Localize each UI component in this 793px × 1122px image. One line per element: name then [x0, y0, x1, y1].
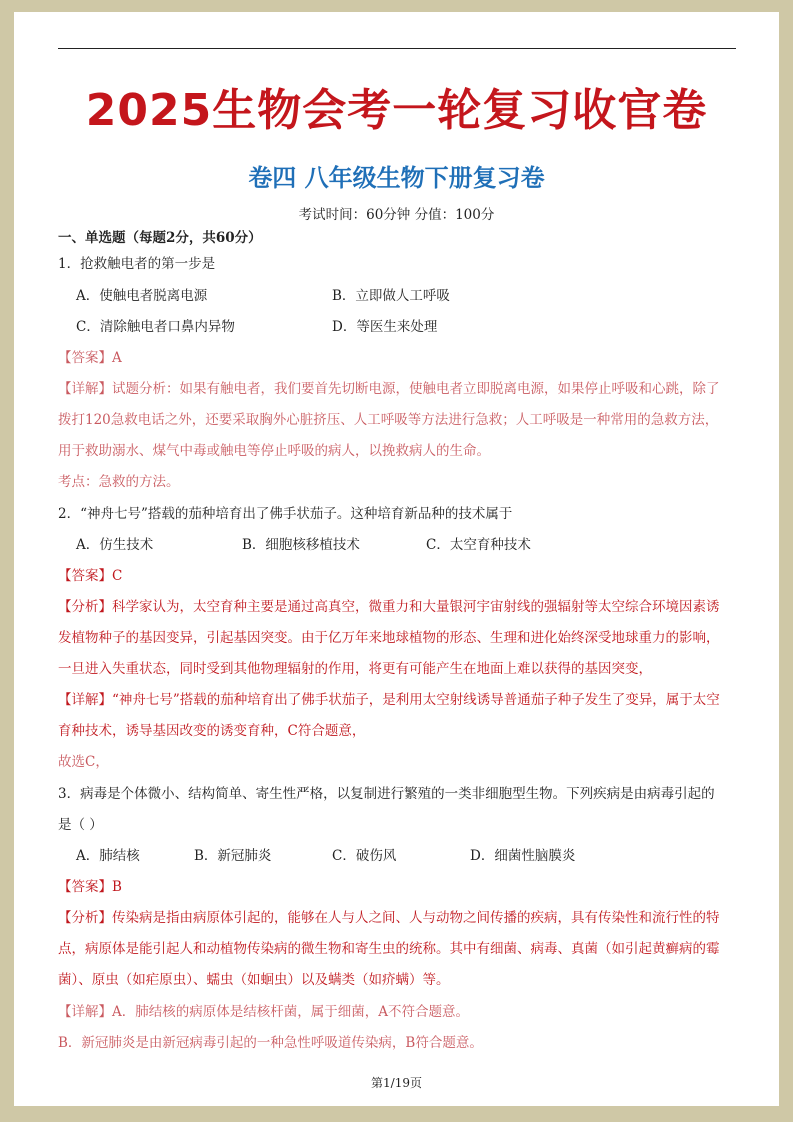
sub-title: 卷四 八年级生物下册复习卷 [248, 164, 545, 192]
q3-answer: 【答案】B [58, 879, 122, 895]
exam-info: 考试时间：60分钟 分值：100分 [298, 207, 495, 223]
q1-stem: 1．抢救触电者的第一步是 [58, 256, 216, 272]
q3-option-a: A．肺结核 [76, 848, 140, 864]
q2-option-a: A．仿生技术 [76, 537, 154, 553]
q2-detail-line: 【详解】“神舟七号”搭载的茄种培育出了佛手状茄子，是利用太空射线诱导普通茄子种子发生了变异，属于太空 [58, 692, 720, 708]
q2-option-b: B．细胞核移植技术 [242, 537, 360, 553]
q3-stem-line: 3．病毒是个体微小、结构简单、寄生性严格，以复制进行繁殖的一类非细胞型生物。下列疾病是由病毒引起的 [58, 786, 715, 802]
q3-option-c: C．破伤风 [332, 848, 397, 864]
q3-stem-line: 是（ ） [58, 817, 103, 833]
q1-option-c: C．清除触电者口鼻内异物 [76, 319, 235, 335]
q1-detail-line: 【详解】试题分析：如果有触电者，我们要首先切断电源，使触电者立即脱离电源，如果停止呼吸和心跳，除了 [58, 381, 720, 397]
q2-analysis-line: 【分析】科学家认为，太空育种主要是通过高真空，微重力和大量银河宇宙射线的强辐射等太空综合环境因素诱 [58, 599, 720, 615]
q1-option-d: D．等医生来处理 [332, 319, 438, 335]
q2-analysis-line: 一旦进入失重状态，同时受到其他物理辐射的作用，将更有可能产生在地面上难以获得的基因突变， [58, 661, 652, 677]
q3-option-b: B．新冠肺炎 [194, 848, 272, 864]
q3-analysis-line: 点，病原体是能引起人和动植物传染病的微生物和寄生虫的统称。其中有细菌、病毒、真菌（如引起黄癣病的霉 [58, 941, 720, 957]
q2-analysis-line: 发植物种子的基因变异，引起基因突变。由于亿万年来地球植物的形态、生理和进化始终深受地球重力的影响， [58, 630, 720, 646]
document-page [14, 12, 779, 1106]
q3-analysis-line: 【分析】传染病是指由病原体引起的，能够在人与人之间、人与动物之间传播的疾病，具有传染性和流行性的特 [58, 910, 720, 926]
q1-detail-line: 用于救助溺水、煤气中毒或触电等停止呼吸的病人，以挽救病人的生命。 [58, 443, 490, 459]
q1-option-a: A．使触电者脱离电源 [76, 288, 208, 304]
main-title: 2025生物会考一轮复习收官卷 [85, 85, 708, 136]
q1-detail-line: 拨打120急救电话之外，还要采取胸外心脏挤压、人工呼吸等方法进行急救；人工呼吸是一种常用的急救方法， [58, 412, 719, 428]
q2-detail-line: 育种技术，诱导基因改变的诱变育种，C符合题意， [58, 723, 366, 739]
q3-option-d: D．细菌性脑膜炎 [470, 848, 576, 864]
header-rule [58, 48, 736, 49]
q3-detail-line: B．新冠肺炎是由新冠病毒引起的一种急性呼吸道传染病，B符合题意。 [58, 1035, 483, 1051]
q1-point: 考点：急救的方法。 [58, 474, 180, 490]
q3-detail-line: 【详解】A．肺结核的病原体是结核杆菌，属于细菌，A不符合题意。 [58, 1004, 469, 1020]
section-title: 一、单选题（每题2分，共60分） [58, 230, 262, 246]
q1-option-b: B．立即做人工呼吸 [332, 288, 450, 304]
q2-conclusion: 故选C， [58, 754, 109, 770]
q3-analysis-line: 菌）、原虫（如疟原虫）、蠕虫（如蛔虫）以及螨类（如疥螨）等。 [58, 972, 450, 988]
q2-answer: 【答案】C [58, 568, 123, 584]
q2-stem: 2．“神舟七号”搭载的茄种培育出了佛手状茄子。这种培育新品种的技术属于 [58, 506, 513, 522]
q1-answer: 【答案】A [58, 350, 122, 366]
page-number: 第1/19页 [371, 1076, 422, 1090]
q2-option-c: C．太空育种技术 [426, 537, 531, 553]
